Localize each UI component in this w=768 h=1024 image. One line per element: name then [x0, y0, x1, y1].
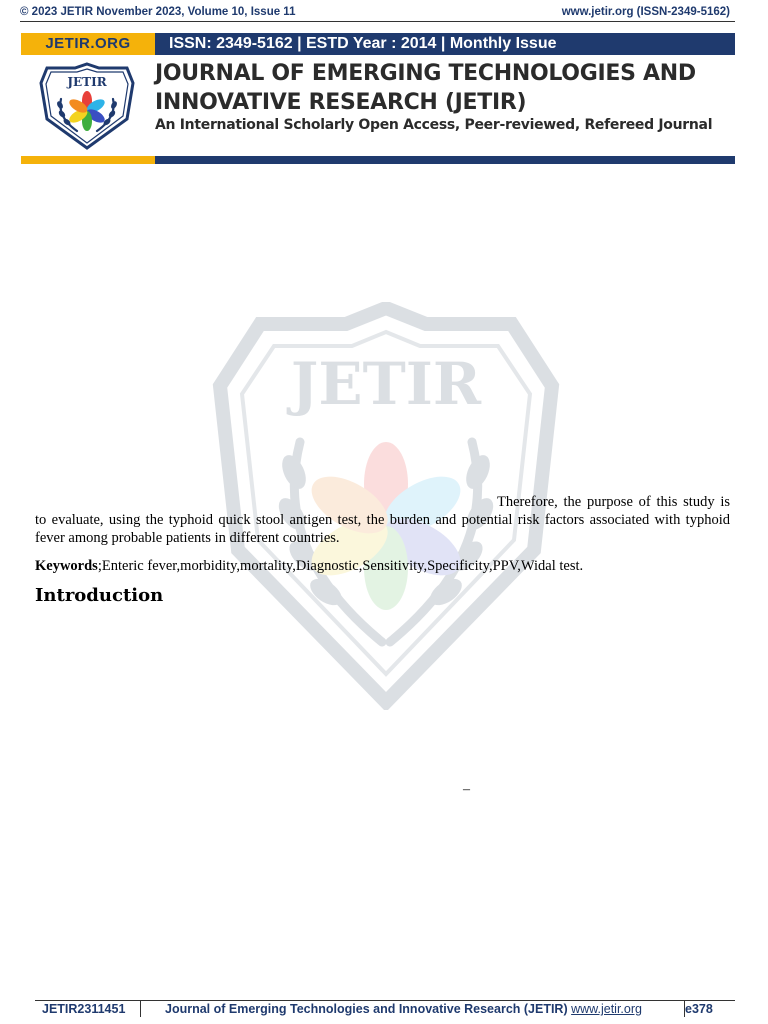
banner-band-gold: [21, 156, 155, 164]
introduction-heading: Introduction: [35, 585, 164, 606]
running-header-copyright: © 2023 JETIR November 2023, Volume 10, Issue 11: [20, 6, 296, 18]
keywords-text: ;Enteric fever,morbidity,mortality,Diagnostic,Sensitivity,Specificity,PPV,Widal test.: [97, 558, 584, 574]
keywords-line: [35, 557, 730, 575]
abstract-paragraph: [35, 493, 730, 547]
issn-bar: ISSN: 2349-5162 | ESTD Year : 2014 | Monthly Issue: [155, 33, 735, 55]
running-header-site[interactable]: www.jetir.org (ISSN-2349-5162): [561, 6, 730, 18]
svg-text:JETIR: JETIR: [290, 350, 482, 418]
footer-paper-id: JETIR2311451: [42, 1002, 126, 1016]
journal-title: [155, 59, 735, 117]
journal-subtitle: An International Scholarly Open Access, Peer-reviewed, Refereed Journal: [155, 117, 713, 133]
journal-banner: [21, 33, 735, 164]
jetir-logo-icon: [37, 61, 137, 151]
stray-dash: –: [463, 782, 470, 797]
footer-url-link[interactable]: www.jetir.org: [571, 1002, 642, 1016]
svg-text:JETIR: JETIR: [67, 75, 107, 89]
header-rule: [20, 21, 735, 22]
keywords-label: Keywords: [35, 558, 98, 574]
paragraph-start: Therefore, the purpose of this study is: [497, 494, 730, 510]
banner-band-navy: [155, 156, 735, 164]
footer-journal: [165, 1002, 642, 1016]
paragraph-rest: to evaluate, using the typhoid quick stool antigen test, the burden and potential risk factors associated with typhoid fever among probable patients in different countries.: [35, 512, 730, 546]
footer-separator: [140, 1001, 141, 1017]
footer-journal-name: Journal of Emerging Technologies and Innovative Research (JETIR): [165, 1002, 568, 1016]
brand-label: JETIR.ORG: [21, 33, 155, 55]
journal-title-line2: INNOVATIVE RESEARCH (JETIR): [155, 90, 527, 115]
footer-page-number: e378: [685, 1002, 713, 1016]
journal-title-line1: JOURNAL OF EMERGING TECHNOLOGIES AND: [155, 61, 696, 86]
